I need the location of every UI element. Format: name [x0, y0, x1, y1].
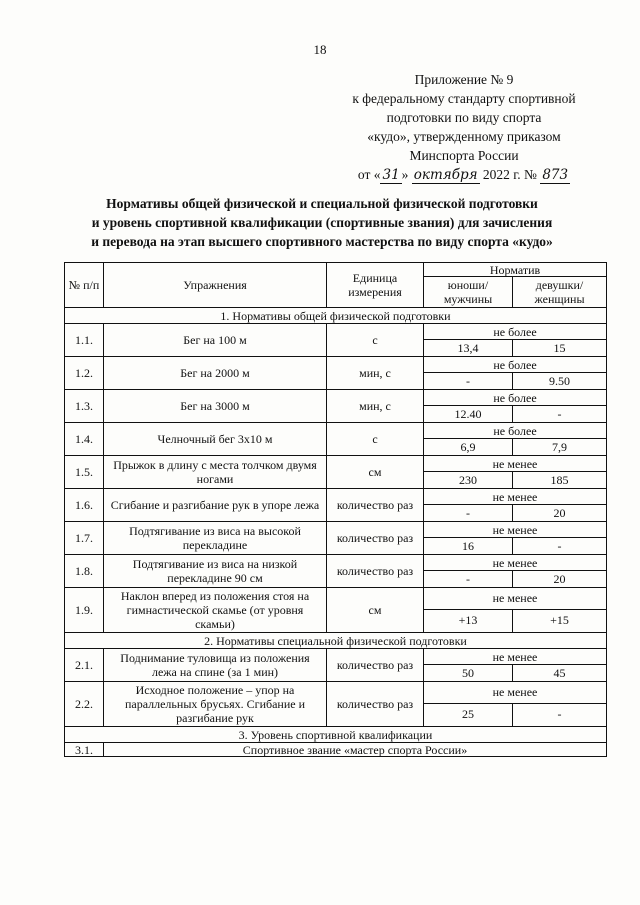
table-row: [65, 682, 607, 704]
row-value-female: -: [513, 406, 607, 423]
row-value-female: -: [513, 538, 607, 555]
row-number: 1.8.: [65, 555, 104, 588]
row-value-male: 13,4: [424, 340, 513, 357]
row-exercise: Бег на 100 м: [104, 324, 327, 357]
row-number: 1.6.: [65, 489, 104, 522]
row-criterion: не менее: [424, 456, 607, 472]
row-criterion: не менее: [424, 555, 607, 571]
header-exercise: Упражнения: [104, 263, 327, 308]
date-year: 2022 г. №: [482, 167, 537, 182]
row-criterion: не более: [424, 390, 607, 406]
table-row: [65, 324, 607, 340]
table-row: [65, 522, 607, 538]
row-value-female: 45: [513, 665, 607, 682]
table-row: [65, 649, 607, 665]
section-title: 3. Уровень спортивной квалификации: [65, 727, 607, 743]
row-value-female: -: [513, 703, 607, 726]
row-value-male: 50: [424, 665, 513, 682]
row-value-male: -: [424, 373, 513, 390]
row-number: 2.2.: [65, 682, 104, 727]
row-value-female: 9.50: [513, 373, 607, 390]
row-exercise: Бег на 3000 м: [104, 390, 327, 423]
handwritten-day: 31: [382, 167, 400, 183]
row-unit: мин, с: [327, 357, 424, 390]
row-unit: количество раз: [327, 489, 424, 522]
row-unit: с: [327, 324, 424, 357]
row-exercise: Сгибание и разгибание рук в упоре лежа: [104, 489, 327, 522]
appendix-line: подготовки по виду спорта: [386, 110, 542, 125]
section-row: [65, 308, 607, 324]
row-criterion: не менее: [424, 682, 607, 704]
row-criterion: не менее: [424, 489, 607, 505]
appendix-line: к федеральному стандарту спортивной: [352, 91, 576, 106]
row-value-female: 20: [513, 505, 607, 522]
header-male: юноши/ мужчины: [424, 277, 513, 308]
table-row: [65, 588, 607, 610]
row-value-female: 185: [513, 472, 607, 489]
row-number: 2.1.: [65, 649, 104, 682]
header-num: № п/п: [65, 263, 104, 308]
row-number: 1.4.: [65, 423, 104, 456]
row-criterion: не более: [424, 324, 607, 340]
row-value-male: 230: [424, 472, 513, 489]
table-row: [65, 423, 607, 439]
row-exercise: Подтягивание из виса на низкой перекладине 90 см: [104, 555, 327, 588]
title-line: и уровень спортивной квалификации (спортивные звания) для зачисления: [91, 215, 553, 230]
row-criterion: не менее: [424, 649, 607, 665]
row-exercise: Бег на 2000 м: [104, 357, 327, 390]
section-title: 2. Нормативы специальной физической подготовки: [65, 633, 607, 649]
row-unit: см: [327, 588, 424, 633]
row-criterion: не менее: [424, 588, 607, 610]
appendix-line: Минспорта России: [409, 148, 519, 163]
row-value-male: 16: [424, 538, 513, 555]
appendix-line: «кудо», утвержденному приказом: [367, 129, 561, 144]
row-value-male: 25: [424, 703, 513, 726]
row-criterion: не более: [424, 357, 607, 373]
row-unit: количество раз: [327, 682, 424, 727]
row-value-male: 6,9: [424, 439, 513, 456]
row-number: 1.9.: [65, 588, 104, 633]
row-exercise: Челночный бег 3х10 м: [104, 423, 327, 456]
section-title: 1. Нормативы общей физической подготовки: [65, 308, 607, 324]
row-exercise: Подтягивание из виса на высокой перекладине: [104, 522, 327, 555]
row-unit: количество раз: [327, 649, 424, 682]
row-number: 3.1.: [65, 743, 104, 757]
section-row: [65, 727, 607, 743]
title-line: и перевода на этап высшего спортивного мастерства по виду спорта «кудо»: [91, 234, 553, 249]
row-exercise: Наклон вперед из положения стоя на гимнастической скамье (от уровня скамьи): [104, 588, 327, 633]
header-unit: Единица измерения: [327, 263, 424, 308]
appendix-block: [324, 70, 604, 185]
row-criterion: не менее: [424, 522, 607, 538]
row-text: Спортивное звание «мастер спорта России»: [104, 743, 607, 757]
row-exercise: Исходное положение – упор на параллельных брусьях. Сгибание и разгибание рук: [104, 682, 327, 727]
appendix-line: Приложение № 9: [414, 72, 514, 87]
row-number: 1.5.: [65, 456, 104, 489]
table-row: [65, 489, 607, 505]
header-norm: Норматив: [424, 263, 607, 277]
row-unit: см: [327, 456, 424, 489]
row-unit: количество раз: [327, 555, 424, 588]
row-unit: количество раз: [327, 522, 424, 555]
table-row: [65, 555, 607, 571]
row-exercise: Прыжок в длину с места толчком двумя ногами: [104, 456, 327, 489]
row-value-female: 20: [513, 571, 607, 588]
norms-table: [64, 262, 607, 757]
appendix-date-line: [324, 165, 604, 185]
table-row: [65, 357, 607, 373]
row-exercise: Поднимание туловища из положения лежа на спине (за 1 мин): [104, 649, 327, 682]
row-value-male: +13: [424, 609, 513, 632]
document-title: [40, 194, 604, 251]
row-number: 1.7.: [65, 522, 104, 555]
handwritten-order-number: 873: [542, 167, 569, 183]
row-unit: с: [327, 423, 424, 456]
row-value-female: 15: [513, 340, 607, 357]
table-row: [65, 456, 607, 472]
row-number: 1.1.: [65, 324, 104, 357]
title-line: Нормативы общей физической и специальной физической подготовки: [106, 196, 538, 211]
section-row: [65, 633, 607, 649]
row-value-male: -: [424, 505, 513, 522]
header-female: девушки/ женщины: [513, 277, 607, 308]
page-number: 18: [313, 42, 327, 57]
row-number: 1.3.: [65, 390, 104, 423]
row-value-female: 7,9: [513, 439, 607, 456]
row-criterion: не более: [424, 423, 607, 439]
table-row: [65, 390, 607, 406]
row-number: 1.2.: [65, 357, 104, 390]
table-row: [65, 743, 607, 757]
row-value-female: +15: [513, 609, 607, 632]
row-value-male: 12.40: [424, 406, 513, 423]
row-value-male: -: [424, 571, 513, 588]
date-prefix: от «: [357, 167, 381, 182]
row-unit: мин, с: [327, 390, 424, 423]
handwritten-month: октября: [413, 167, 478, 183]
date-mid: »: [401, 167, 412, 182]
